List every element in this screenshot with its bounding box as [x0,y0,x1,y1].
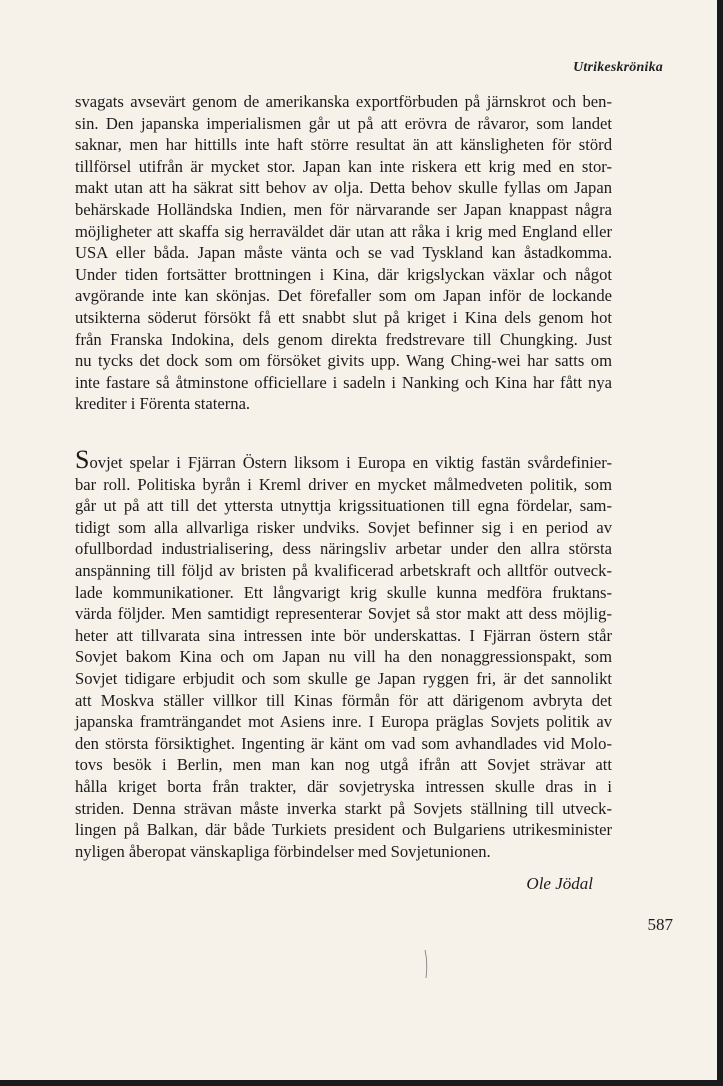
text-line: att Moskva ställer villkor till Kinas förmån för att därigenom avbryta det [75,690,612,710]
text-line: behärskade Holländska Indien, men för närvarande ser Japan knappast några [75,199,612,219]
text-line: nu tycks det dock som om försöket givits upp. Wang Ching-wei har satts om [75,351,612,371]
text-line: går ut på att till det yttersta utnyttja krigssituationen till egna fördelar, sam- [75,496,612,516]
text-line: sin. Den japanska imperialismen går ut på att erövra de råvaror, som landet [75,113,612,133]
scan-mark [424,949,430,979]
text-line: striden. Denna strävan måste inverka starkt på Sovjets ställning till utveck- [75,798,612,818]
paragraph-1-text [75,91,612,415]
text-line: tovs besök i Berlin, men man kan nog utgå ifrån att Sovjet strävar att [75,755,612,775]
text-line: Sovjet bakom Kina och om Japan nu vill ha den nonaggressionspakt, som [75,647,612,667]
text-line: tidigt som alla allvarliga risker undviks. Sovjet befinner sig i en period av [75,517,612,537]
text-line: den största försiktighet. Ingenting är känt om vad som avhandlades vid Molo- [75,733,612,753]
text-line: krediter i Förenta staterna. [75,394,251,414]
text-line: avgörande inte kan skönjas. Det förefaller som om Japan inför de lockande [75,286,612,306]
text-line: utsikterna söderut försökt få ett snabbt slut på kriget i Kina dels genom hot [75,307,612,327]
text-line: inte fastare så åtminstone officiellare i sadeln i Nanking och Kina har fått nya [75,372,612,392]
text-line: ofullbordad industrialisering, dess näringsliv arbetar under den allra största [75,539,612,559]
text-line: Under tiden fortsätter brottningen i Kina, där krigslyckan växlar och något [75,264,612,284]
text-line: anspänning till följd av bristen på kvalificerad arbetskraft och alltför outveck- [75,560,612,580]
paragraph-1 [75,91,612,415]
paragraph-2 [75,445,612,862]
first-line-text: ovjet spelar i Fjärran Östern liksom i Europa en viktig fastän svårdefinier- [89,453,612,472]
text-line: möjligheter att skaffa sig herraväldet där utan att råka i krig med England eller [75,221,612,241]
text-line: saknar, men har hittills inte haft större resultat än att känsligheten för störd [75,135,612,155]
text-line: Sovjet tidigare erbjudit och som skulle ge Japan ryggen fri, är det sannolikt [75,668,612,688]
text-line: lingen på Balkan, där både Turkiets president och Bulgariens utrikesminister [75,820,612,840]
paragraph-2-text [75,445,612,862]
text-line: hålla kriget borta från trakter, där sovjetryska intressen skulle dras in i [75,776,612,796]
text-line: tillförsel utifrån är mycket stor. Japan kan inte riskera ett krig med en stor- [75,156,612,176]
text-line: från Franska Indokina, dels genom direkta fredstrevare till Chungking. Just [75,329,612,349]
text-line: svagats avsevärt genom de amerikanska exportförbuden på järnskrot och ben- [75,92,612,111]
text-line [75,445,612,474]
running-title: Utrikeskrönika [573,60,663,75]
text-line: heter att tillvarata sina intressen inte bör underskattas. I Fjärran östern står [75,625,612,645]
text-line: värda följder. Men samtidigt representerar Sovjet så stor makt att dess möjlig- [75,604,612,624]
text-line: japanska framträngandet mot Asiens inre. I Europa präglas Sovjets politik av [75,712,612,732]
author-signature: Ole Jödal [526,874,593,893]
text-line: lade kommunikationer. Ett långvarigt krig skulle kunna medföra fruktans- [75,582,612,602]
drop-cap: S [75,445,90,474]
text-line: nyligen åberopat vänskapliga förbindelser med Sovjetunionen. [75,841,491,861]
text-line: makt utan att ha säkrat sitt behov av olja. Detta behov skulle fyllas om Japan [75,178,612,198]
text-line: bar roll. Politiska byrån i Kreml driver en mycket målmedveten politik, som [75,474,612,494]
text-line: USA eller båda. Japan måste vänta och se vad Tyskland kan åstadkomma. [75,243,612,263]
page-number: 587 [647,915,673,934]
